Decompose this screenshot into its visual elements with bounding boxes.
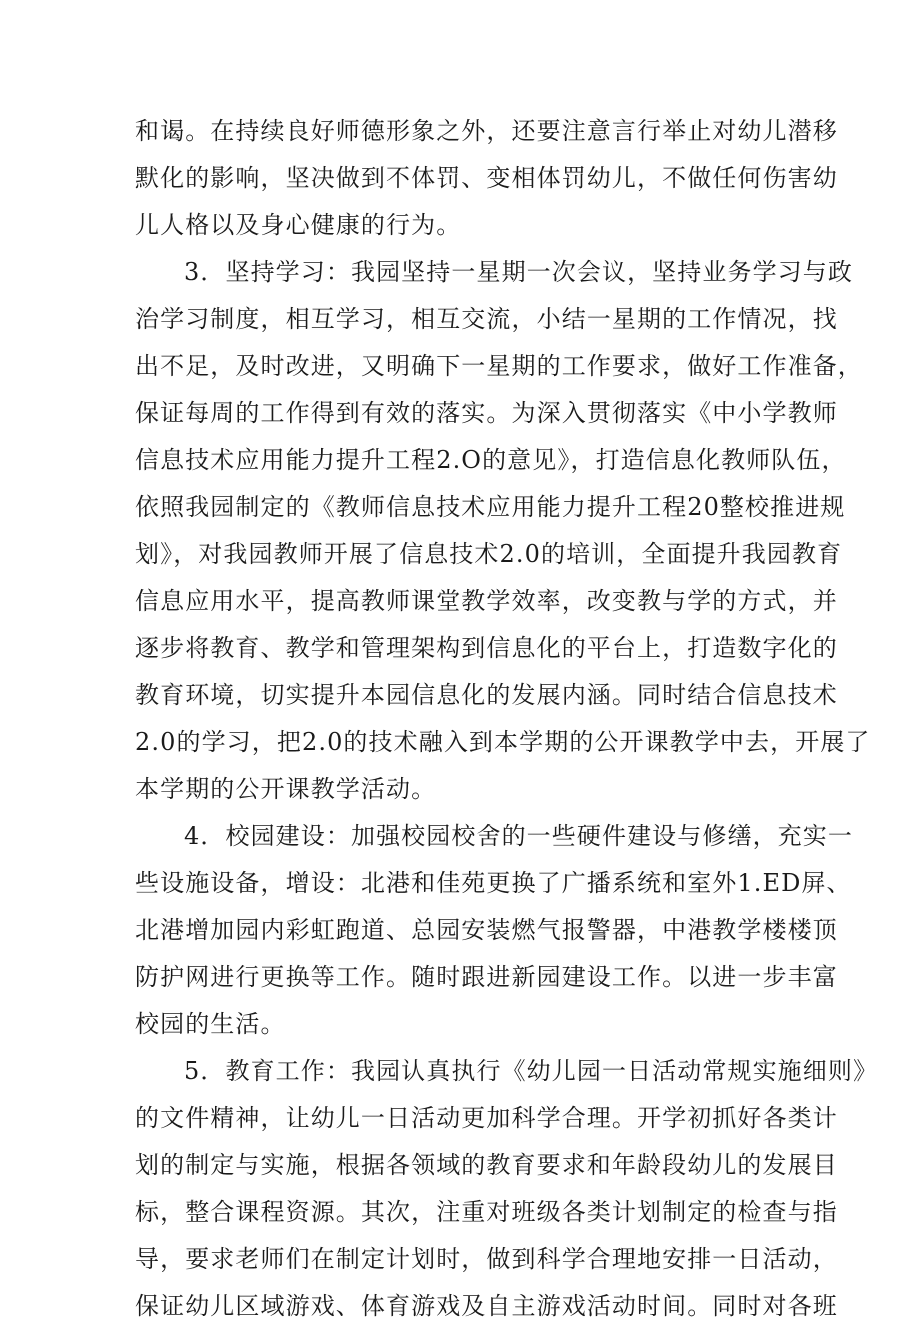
text-line: 教育环境，切实提升本园信息化的发展内涵。同时结合信息技术 [135, 681, 838, 709]
document-body [135, 108, 879, 1330]
paragraph-4-start: 4．校园建设：加强校园校舍的一些硬件建设与修缮，充实一 [184, 822, 853, 850]
text-line: 和谒。在持续良好师德形象之外，还要注意言行举止对幼儿潜移 [135, 117, 838, 145]
text-line: 逐步将教育、教学和管理架构到信息化的平台上，打造数字化的 [135, 634, 838, 662]
text-line: 的文件精神，让幼儿一日活动更加科学合理。开学初抓好各类计 [135, 1104, 838, 1132]
text-line: 保证每周的工作得到有效的落实。为深入贯彻落实《中小学教师 [135, 399, 838, 427]
text-line: 2.0的学习，把2.0的技术融入到本学期的公开课教学中去，开展了 [135, 728, 871, 756]
text-line: 划的制定与实施，根据各领域的教育要求和年龄段幼儿的发展目 [135, 1151, 838, 1179]
paragraph-5-start: 5．教育工作：我园认真执行《幼儿园一日活动常规实施细则》 [184, 1057, 879, 1085]
text-line: 保证幼儿区域游戏、体育游戏及自主游戏活动时间。同时对各班 [135, 1292, 838, 1320]
text-line: 治学习制度，相互学习，相互交流，小结一星期的工作情况，找 [135, 305, 838, 333]
text-line: 信息技术应用能力提升工程2.O的意见》，打造信息化教师队伍， [135, 446, 847, 474]
text-line: 出不足，及时改进，又明确下一星期的工作要求，做好工作准备， [135, 352, 863, 380]
paragraph-3-start: 3．坚持学习：我园坚持一星期一次会议，坚持业务学习与政 [184, 258, 853, 286]
text-line: 校园的生活。 [135, 1010, 286, 1038]
text-line: 标，整合课程资源。其次，注重对班级各类计划制定的检查与指 [135, 1198, 838, 1226]
text-line: 些设施设备，增设：北港和佳苑更换了广播系统和室外1.ED屏、 [135, 869, 852, 897]
text-line: 本学期的公开课教学活动。 [135, 775, 437, 803]
text-line: 划》，对我园教师开展了信息技术2.0的培训，全面提升我园教育 [135, 540, 843, 568]
text-line: 北港增加园内彩虹跑道、总园安装燃气报警器，中港教学楼楼顶 [135, 916, 838, 944]
text-line: 防护网进行更换等工作。随时跟进新园建设工作。以进一步丰富 [135, 963, 838, 991]
text-line: 导，要求老师们在制定计划时，做到科学合理地安排一日活动， [135, 1245, 838, 1273]
text-line: 儿人格以及身心健康的行为。 [135, 211, 462, 239]
text-line: 默化的影响，坚决做到不体罚、变相体罚幼儿，不做任何伤害幼 [135, 164, 838, 192]
text-line: 依照我园制定的《教师信息技术应用能力提升工程20整校推进规 [135, 493, 846, 521]
text-line: 信息应用水平，提高教师课堂教学效率，改变教与学的方式，并 [135, 587, 838, 615]
